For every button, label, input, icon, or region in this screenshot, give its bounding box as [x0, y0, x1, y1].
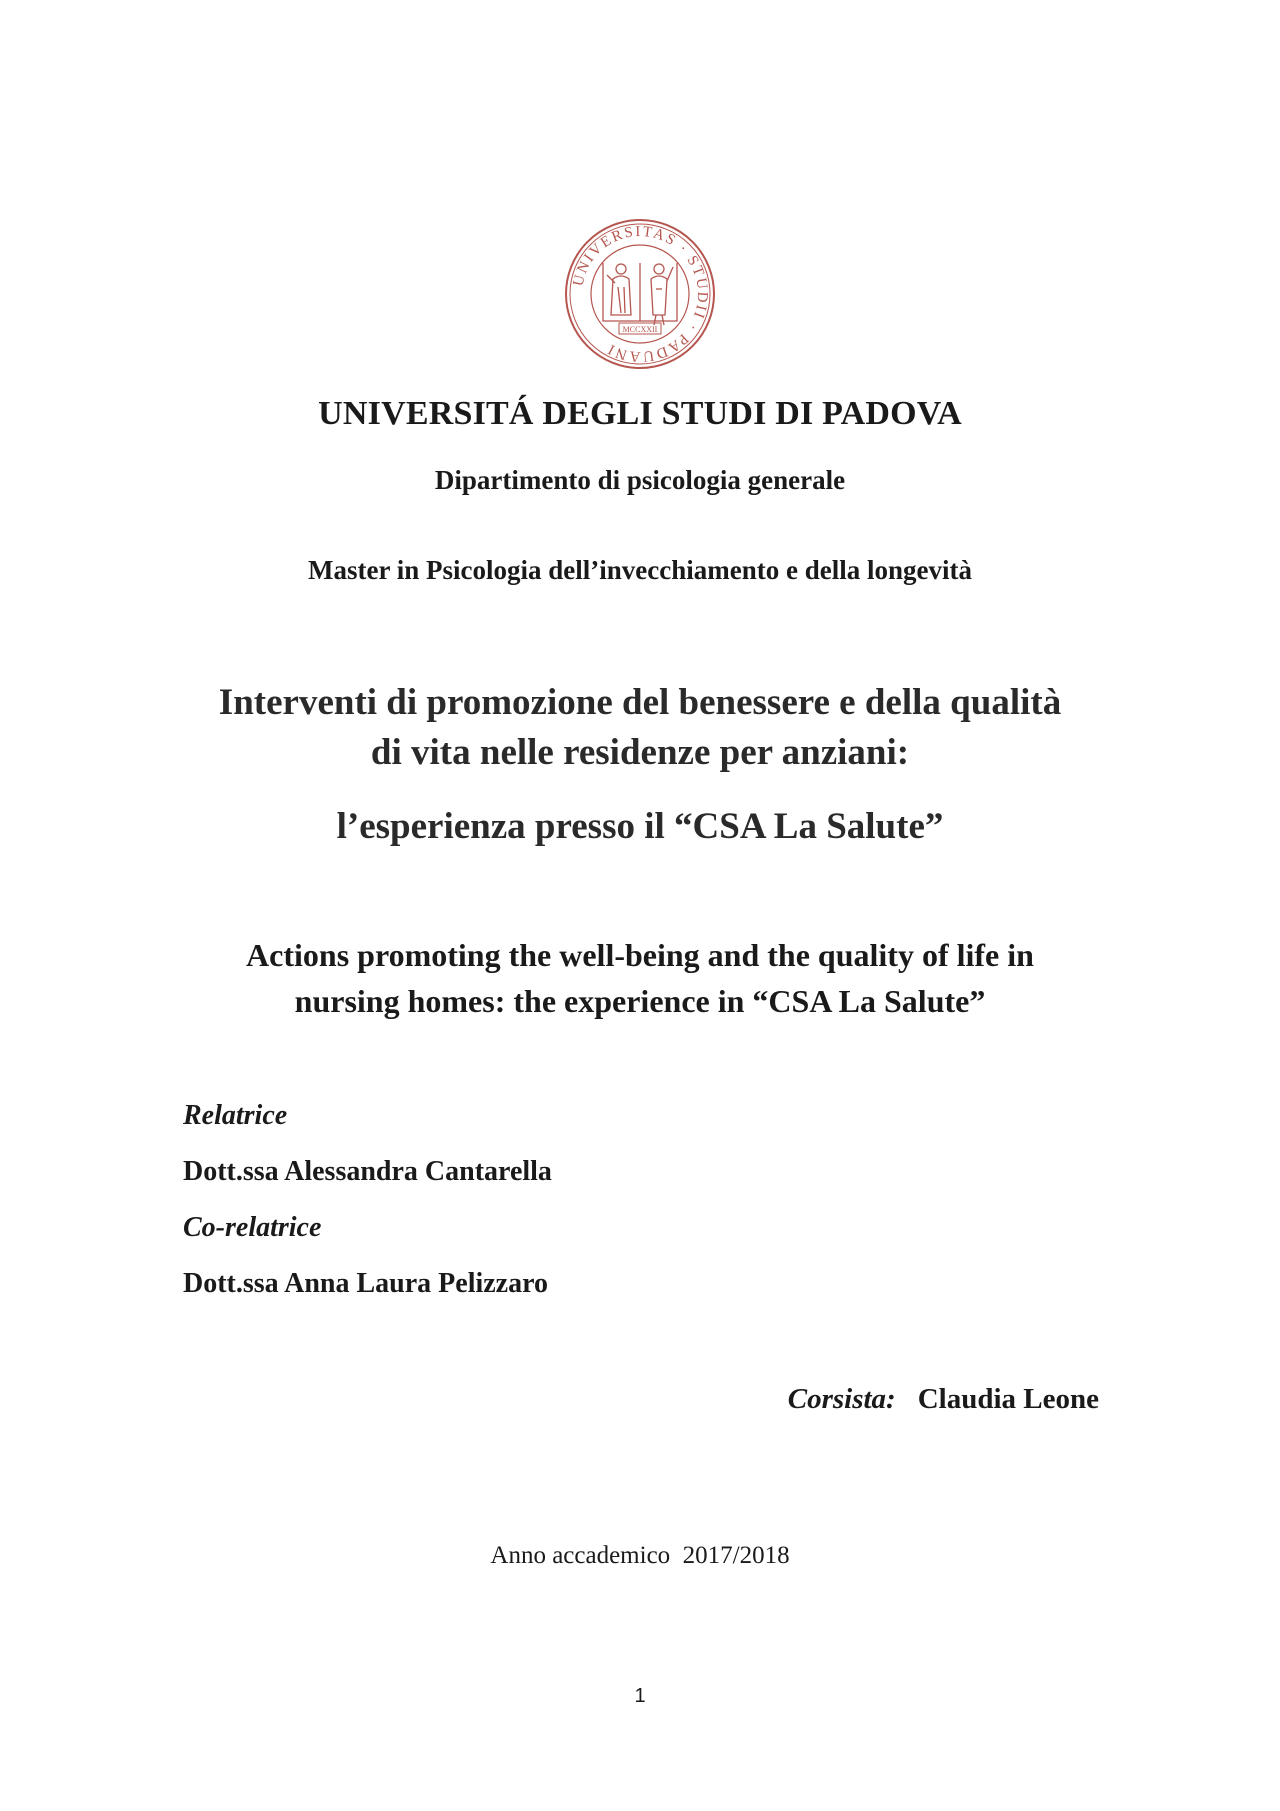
department-name: Dipartimento di psicologia generale [434, 465, 846, 495]
master-title: Master in Psicologia dell’invecchiamento e della longevità [308, 555, 972, 585]
english-title [0, 932, 1280, 1024]
italian-title [0, 678, 1280, 778]
seal-ring-text: UNIVERSITAS · STUDII · PADUANI [570, 223, 711, 365]
academic-year: Anno accademico 2017/2018 [490, 1542, 790, 1569]
relatrice-name: Dott.ssa Alessandra Cantarella [183, 1156, 552, 1187]
corelatrice-label: Co-relatrice [183, 1212, 322, 1243]
page-number: 1 [634, 1685, 646, 1707]
student-label: Corsista: [787, 1383, 896, 1415]
student-name: Claudia Leone [917, 1383, 1099, 1415]
english-title-line2: nursing homes: the experience in “CSA La Salute” [294, 983, 986, 1019]
italian-title-line2: di vita nelle residenze per anziani: [370, 732, 910, 773]
seal-year: MCCXXII [622, 325, 658, 334]
english-title-line1: Actions promoting the well-being and the quality of life in [246, 937, 1034, 973]
university-seal [563, 217, 717, 371]
italian-title-line1: Interventi di promozione del benessere e della qualità [218, 682, 1062, 723]
relatrice-label: Relatrice [183, 1100, 288, 1131]
student-row [788, 1383, 1099, 1416]
corelatrice-name: Dott.ssa Anna Laura Pelizzaro [183, 1268, 549, 1299]
italian-subtitle: l’esperienza presso il “CSA La Salute” [336, 806, 944, 847]
university-name: UNIVERSITÁ DEGLI STUDI DI PADOVA [318, 395, 962, 432]
